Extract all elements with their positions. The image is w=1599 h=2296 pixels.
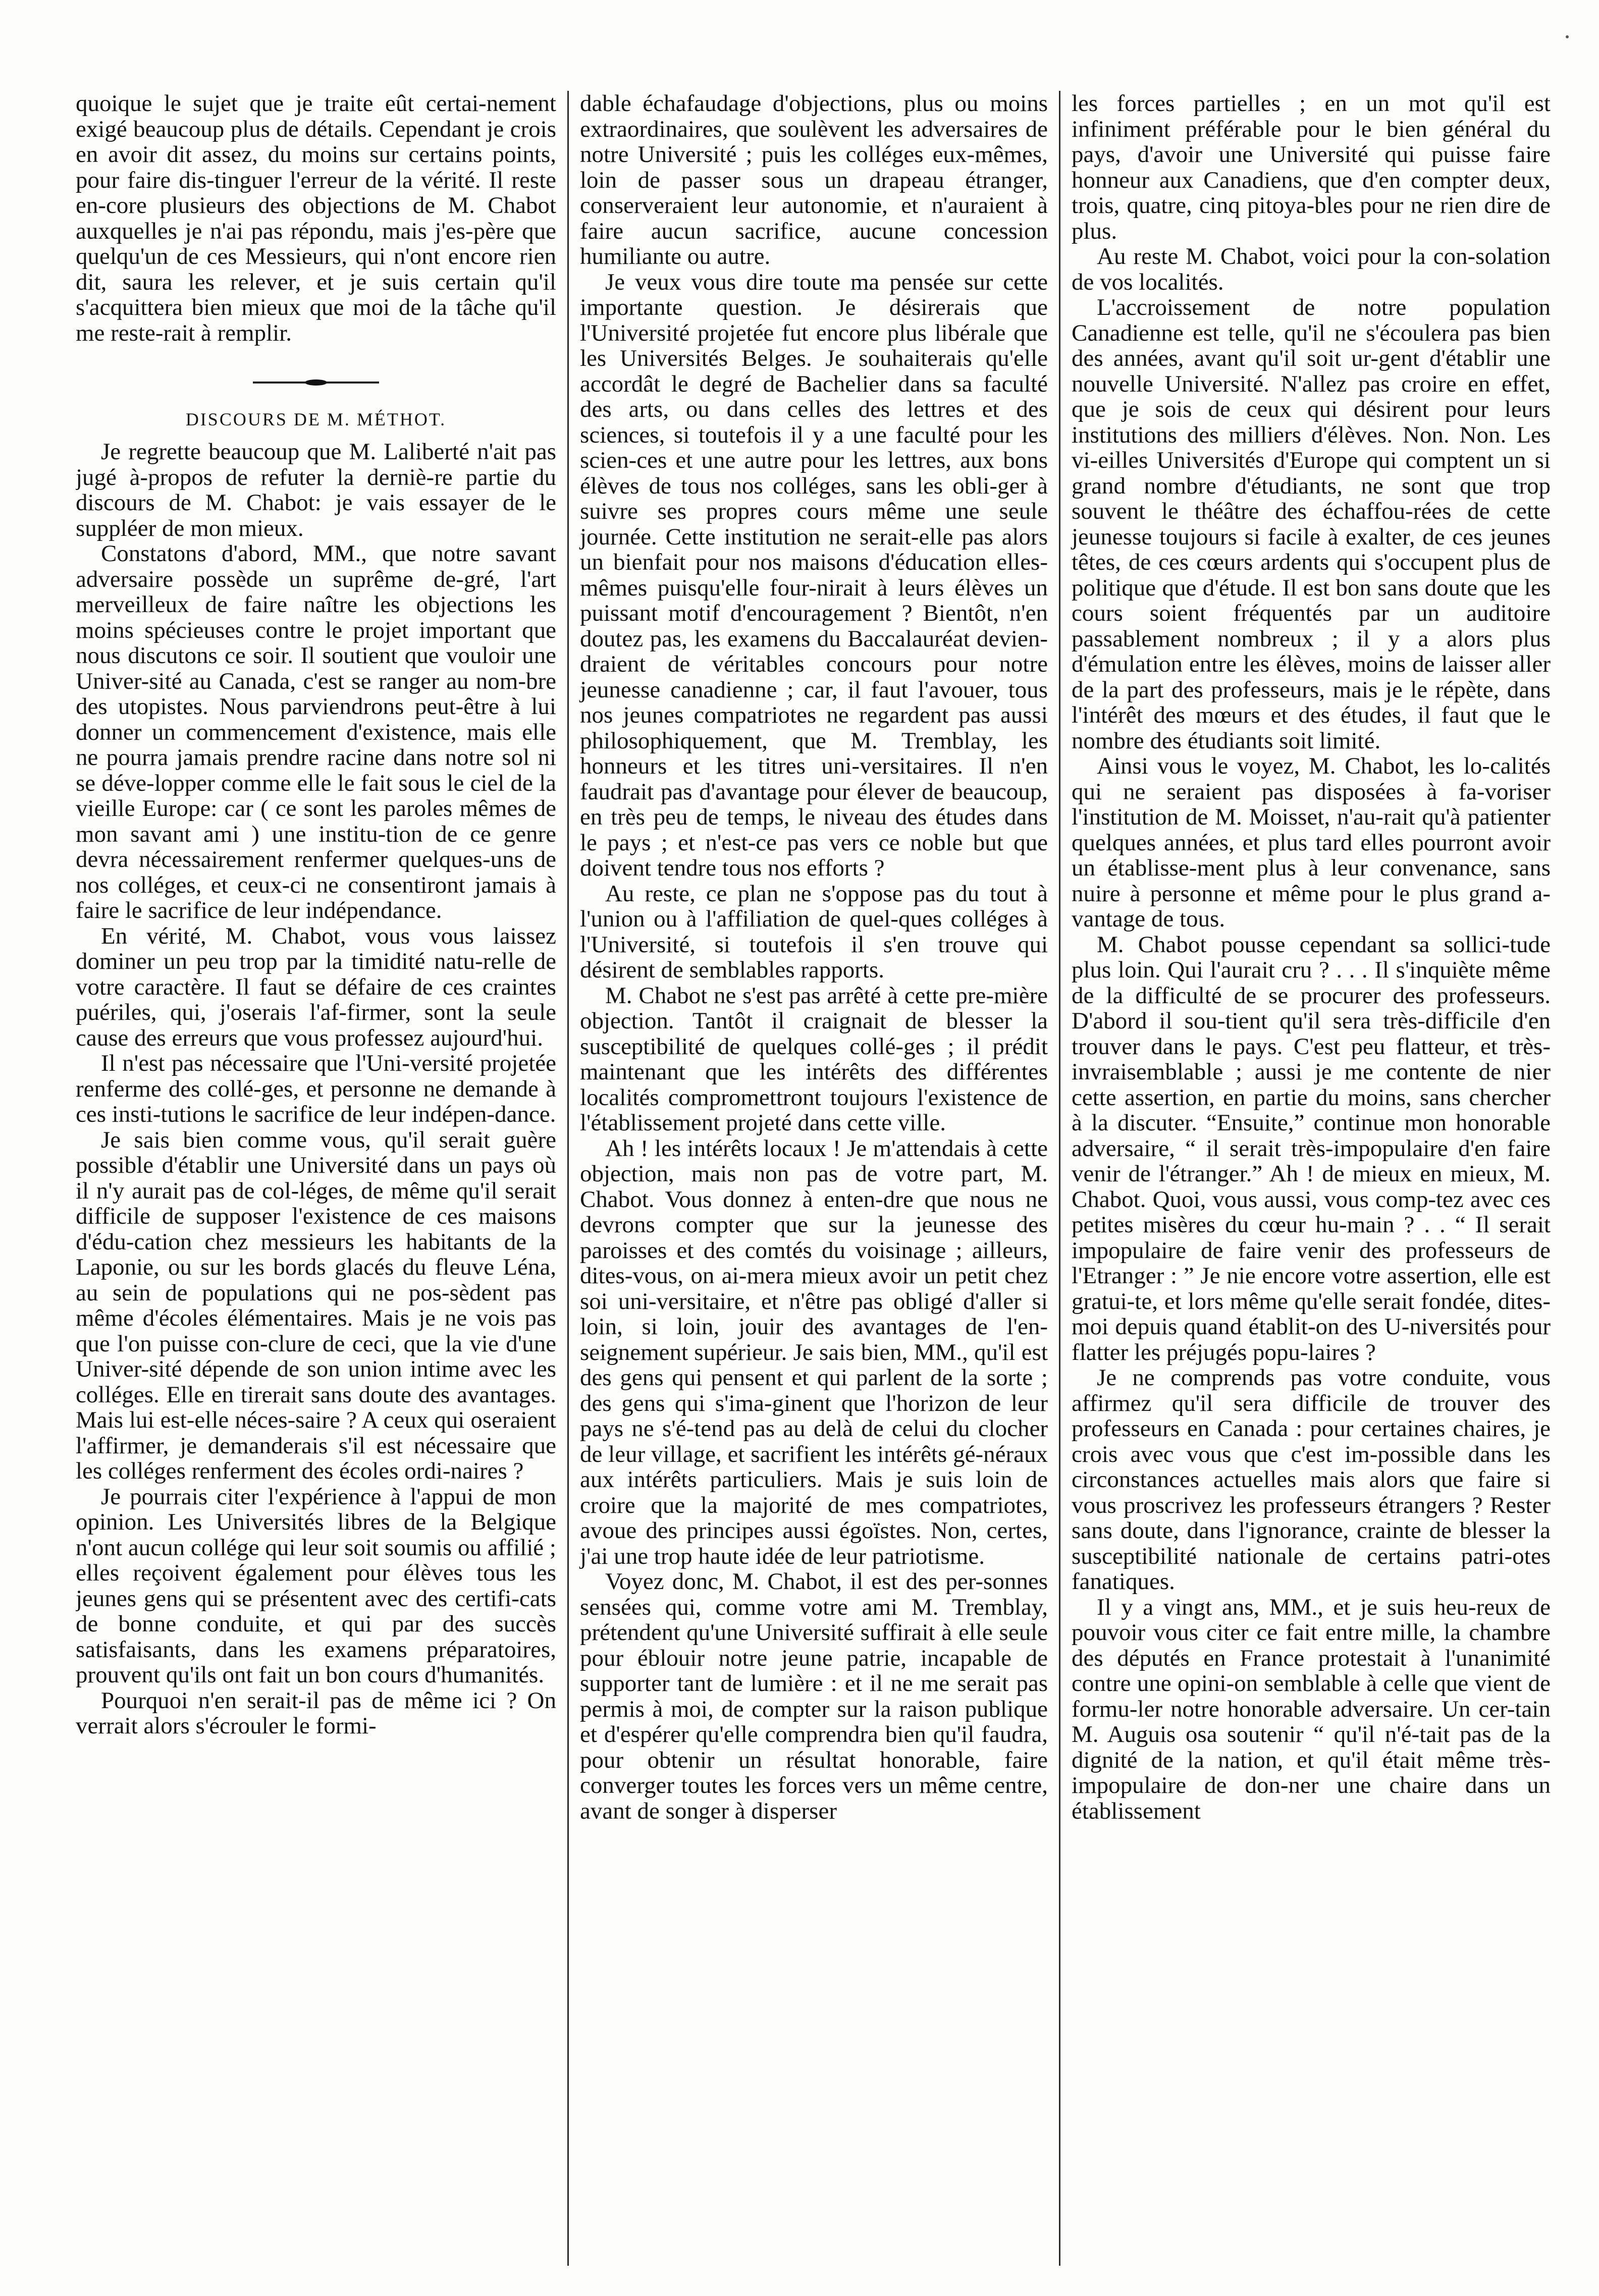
paragraph: Au reste M. Chabot, voici pour la con-solation de vos localités.: [1072, 243, 1551, 295]
paragraph: Je ne comprends pas votre conduite, vous affirmez qu'il sera difficile de trouver des professeurs en Canada : pour certaines chaires, je crois avec vous que c'est im-possible dans les circonstances actuelles mais alors que faire si vous proscrivez les professeurs étrangers ? Rester sans doute, dans l'ignorance, crainte de blesser la susceptibilité nationale de certains patri-otes fanatiques.: [1072, 1364, 1551, 1595]
paragraph: Je pourrais citer l'expérience à l'appui de mon opinion. Les Universités libres de la Belgique n'ont aucun collége qui leur soit soumis ou affilié ; elles reçoivent également pour élèves tous les jeunes gens qui se présentent avec des certifi-cats de bonne conduite, et qui par des succès satisfaisants, dans les examens préparatoires, prouvent qu'ils ont fait un bon cours d'humanités.: [76, 1483, 556, 1688]
paragraph: dable échafaudage d'objections, plus ou moins extraordinaires, que soulèvent les adversaires de notre Université ; puis les colléges eux-mêmes, loin de passer sous un drapeau étranger, conserveraient leur autonomie, et n'auraient à faire aucun sacrifice, aucune concession humiliante ou autre.: [580, 91, 1048, 269]
paragraph: Il y a vingt ans, MM., et je suis heu-reux de pouvoir vous citer ce fait entre mille, la chambre des députés en France protestait à l'unanimité contre une opini-on semblable à celle que vient de formu-ler notre honorable adversaire. Un cer-tain M. Auguis osa soutenir “ qu'il n'é-tait pas de la dignité de la nation, et qu'il était même très-impopulaire de don-ner une chaire dans un établissement: [1072, 1594, 1551, 1824]
column-1: [76, 91, 567, 2266]
paragraph: Ainsi vous le voyez, M. Chabot, les lo-calités qui ne seraient pas disposées à fa-voriser l'institution de M. Moisset, n'au-rait qu'à patienter quelques années, et plus tard elles pourront avoir un établisse-ment plus à leur convenance, sans nuire à personne et même pour le plus grand a-vantage de tous.: [1072, 753, 1551, 932]
section-divider: [76, 368, 556, 394]
paragraph: Au reste, ce plan ne s'oppose pas du tout à l'union ou à l'affiliation de quel-ques colléges à l'Université, si toutefois il s'en trouve qui désirent de semblables rapports.: [580, 880, 1048, 983]
paragraph: les forces partielles ; en un mot qu'il est infiniment préférable pour le bien général du pays, d'avoir une Université qui puisse faire honneur aux Canadiens, que d'en compter deux, trois, quatre, cinq pitoya-bles pour ne rien dire de plus.: [1072, 91, 1551, 244]
paragraph: L'accroissement de notre population Canadienne est telle, qu'il ne s'écoulera pas bien des années, avant qu'il soit ur-gent d'établir une nouvelle Université. N'allez pas croire en effet, que je sois de ceux qui désirent pour leurs institutions des milliers d'élèves. Non. Non. Les vi-eilles Universités d'Europe qui comptent un si grand nombre d'étudiants, ne sont que trop souvent le théâtre des échaffou-rées de cette jeunesse toujours si facile à exalter, de ces jeunes têtes, de ces cœurs ardents qui s'occupent plus de politique que d'étude. Il est bon sans doute que les cours soient fréquentés par un auditoire passablement nombreux ; il y a alors plus d'émulation entre les élèves, moins de laisser aller de la part des professeurs, mais je le répète, dans l'intérêt des mœurs et des études, il faut que le nombre des étudiants soit limité.: [1072, 294, 1551, 754]
paragraph: Ah ! les intérêts locaux ! Je m'attendais à cette objection, mais non pas de votre part, M. Chabot. Vous donnez à enten-dre que nous ne devrons compter que sur la jeunesse des paroisses et des comtés du voisinage ; ailleurs, dites-vous, on ai-mera mieux avoir un petit chez soi uni-versitaire, et n'être pas obligé d'aller si loin, si loin, jouir des avantages de l'en-seignement supérieur. Je sais bien, MM., qu'il est des gens qui pensent et qui parlent de la sorte ; des gens qui s'ima-ginent que l'horizon de leur pays ne s'é-tend pas au delà de celui du clocher de leur village, et sacrifient les intérêts gé-néraux aux intérêts particuliers. Mais je suis loin de croire que la majorité de mes compatriotes, avoue des principes aussi égoïstes. Non, certes, j'ai une trop haute idée de leur patriotisme.: [580, 1135, 1048, 1569]
paragraph: M. Chabot ne s'est pas arrêté à cette pre-mière objection. Tantôt il craignait de blesser la susceptibilité de quelques collé-ges ; il prédit maintenant que les intérêts des différentes localités compromettront toujours l'existence de l'établissement projeté dans cette ville.: [580, 982, 1048, 1136]
paragraph: M. Chabot pousse cependant sa sollici-tude plus loin. Qui l'aurait cru ? . . . Il s'inquiète même de la difficulté de se procurer des professeurs. D'abord il sou-tient qu'il sera très-difficile d'en trouver dans le pays. C'est peu flatteur, et très-invraisemblable ; aussi je me contente de nier cette assertion, en partie du moins, sans chercher à la discuter. “Ensuite,” continue mon honorable adversaire, “ il serait très-impopulaire d'en faire venir de l'étranger.” Ah ! de mieux en mieux, M. Chabot. Quoi, vous aussi, vous comp-tez avec ces petites misères du cœur hu-main ? . . “ Il serait impopulaire de faire venir des professeurs de l'Etranger : ” Je nie encore votre assertion, elle est gratui-te, et lors même qu'elle serait fondée, dites-moi depuis quand établit-on des U-niversités pour flatter les préjugés popu-laires ?: [1072, 931, 1551, 1365]
column-3: [1059, 91, 1551, 2266]
column-2: [567, 91, 1059, 2266]
paragraph: Voyez donc, M. Chabot, il est des per-sonnes sensées qui, comme votre ami M. Tremblay, prétendent qu'une Université suffirait à elle seule pour éblouir notre jeune patrie, incapable de supporter tant de lumière : et il ne me serait pas permis à moi, de compter sur la raison publique et d'espérer qu'elle comprendra bien qu'il faudra, pour obtenir un résultat honorable, faire converger toutes les forces vers un même centre, avant de songer à disperser: [580, 1568, 1048, 1824]
paragraph: Je sais bien comme vous, qu'il serait guère possible d'établir une Université dans un pays où il n'y aurait pas de col-léges, de même qu'il serait difficile de supposer l'existence de ces maisons d'édu-cation chez messieurs les habitants de la Laponie, ou sur les bords glacés du fleuve Léna, au sein de populations qui ne pos-sèdent pas même d'écoles élémentaires. Mais je ne vois pas que l'on puisse con-clure de ceci, que la vie d'une Univer-sité dépende de son union intime avec les colléges. Elle en tirerait sans doute des avantages. Mais lui est-elle néces-saire ? A ceux qui oseraient l'affirmer, je demanderais s'il est nécessaire que les colléges renferment des écoles ordi-naires ?: [76, 1126, 556, 1484]
ink-speck: [1566, 35, 1569, 38]
section-heading: DISCOURS DE M. MÉTHOT.: [185, 409, 447, 429]
paragraph: Je regrette beaucoup que M. Laliberté n'ait pas jugé à-propos de refuter la derniè-re partie du discours de M. Chabot: je vais essayer de le suppléer de mon mieux.: [76, 439, 556, 541]
text-columns: [76, 91, 1551, 2266]
paragraph: Constatons d'abord, MM., que notre savant adversaire possède un suprême de-gré, l'art merveilleux de faire naître les objections les moins spécieuses contre le projet important que nous discutons ce soir. Il soutient que vouloir une Univer-sité au Canada, c'est se ranger au nom-bre des utopistes. Nous parviendrons peut-être à lui donner un commencement d'existence, mais elle ne pourra jamais prendre racine dans notre sol ni se déve-lopper comme elle le fait sous le ciel de la vieille Europe: car ( ce sont les paroles mêmes de mon savant ami ) une institu-tion de ce genre devra nécessairement renfermer quelques-uns de nos colléges, et ceux-ci ne consentiront jamais à faire le sacrifice de leur indépendance.: [76, 540, 556, 923]
paragraph: quoique le sujet que je traite eût certai-nement exigé beaucoup plus de détails. Cependant je crois en avoir dit assez, du moins sur certains points, pour faire dis-tinguer l'erreur de la vérité. Il reste en-core plusieurs des objections de M. Chabot auxquelles je n'ai pas répondu, mais j'es-père que quelqu'un de ces Messieurs, qui n'ont encore rien dit, saura les relever, et je suis certain qu'il s'acquittera bien mieux que moi de la tâche qu'il me reste-rait à remplir.: [76, 91, 556, 346]
paragraph: Je veux vous dire toute ma pensée sur cette importante question. Je désirerais que l'Université projetée fut encore plus libérale que les Universités Belges. Je souhaiterais qu'elle accordât le degré de Bachelier dans sa faculté des arts, ou dans celles des lettres et des sciences, si toutefois il y a une faculté pour les scien-ces et une autre pour les lettres, aux bons élèves de tous nos colléges, sans les obli-ger à suivre ses propres cours même une seule journée. Cette institution ne serait-elle pas alors un bienfait pour nos maisons d'éducation elles-mêmes puisqu'elle four-nirait à leurs élèves un puissant motif d'encouragement ? Bientôt, n'en doutez pas, les examens du Baccalauréat devien-draient de véritables concours pour notre jeunesse canadienne ; car, il faut l'avouer, tous nos jeunes compatriotes ne regardent pas aussi philosophiquement, que M. Tremblay, les honneurs et les titres uni-versitaires. Il n'en faudrait pas d'avantage pour élever de beaucoup, en très peu de temps, le niveau des études dans le pays ; et n'est-ce pas vers ce noble but que doivent tendre tous nos efforts ?: [580, 268, 1048, 881]
paragraph: Pourquoi n'en serait-il pas de même ici ? On verrait alors s'écrouler le formi-: [76, 1687, 556, 1739]
paragraph: En vérité, M. Chabot, vous vous laissez dominer un peu trop par la timidité natu-relle de votre caractère. Il faut se défaire de ces craintes puériles, qui, j'oserais l'af-firmer, sont la seule cause des erreurs que vous professez aujourd'hui.: [76, 922, 556, 1051]
paragraph: Il n'est pas nécessaire que l'Uni-versité projetée renferme des collé-ges, et personne ne demande à ces insti-tutions le sacrifice de leur indépen-dance.: [76, 1050, 556, 1127]
